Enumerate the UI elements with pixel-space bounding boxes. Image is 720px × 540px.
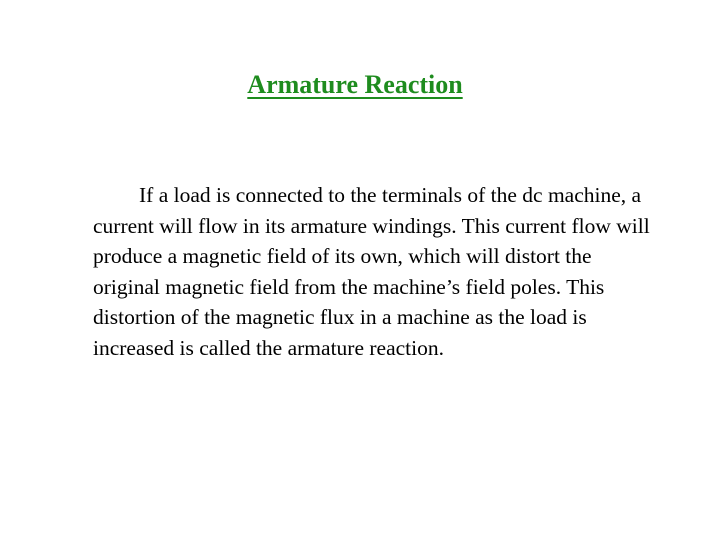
slide-title: Armature Reaction <box>247 70 463 99</box>
body-paragraph: If a load is connected to the terminals of the dc machine, a current will flow in its armature windings. This current flow will produce a magnetic field of its own, which will distort the original magnetic field from the machine’s field poles. This distortion of the magnetic flux in a machine as the load is increased is called the armature reaction. <box>93 183 650 360</box>
